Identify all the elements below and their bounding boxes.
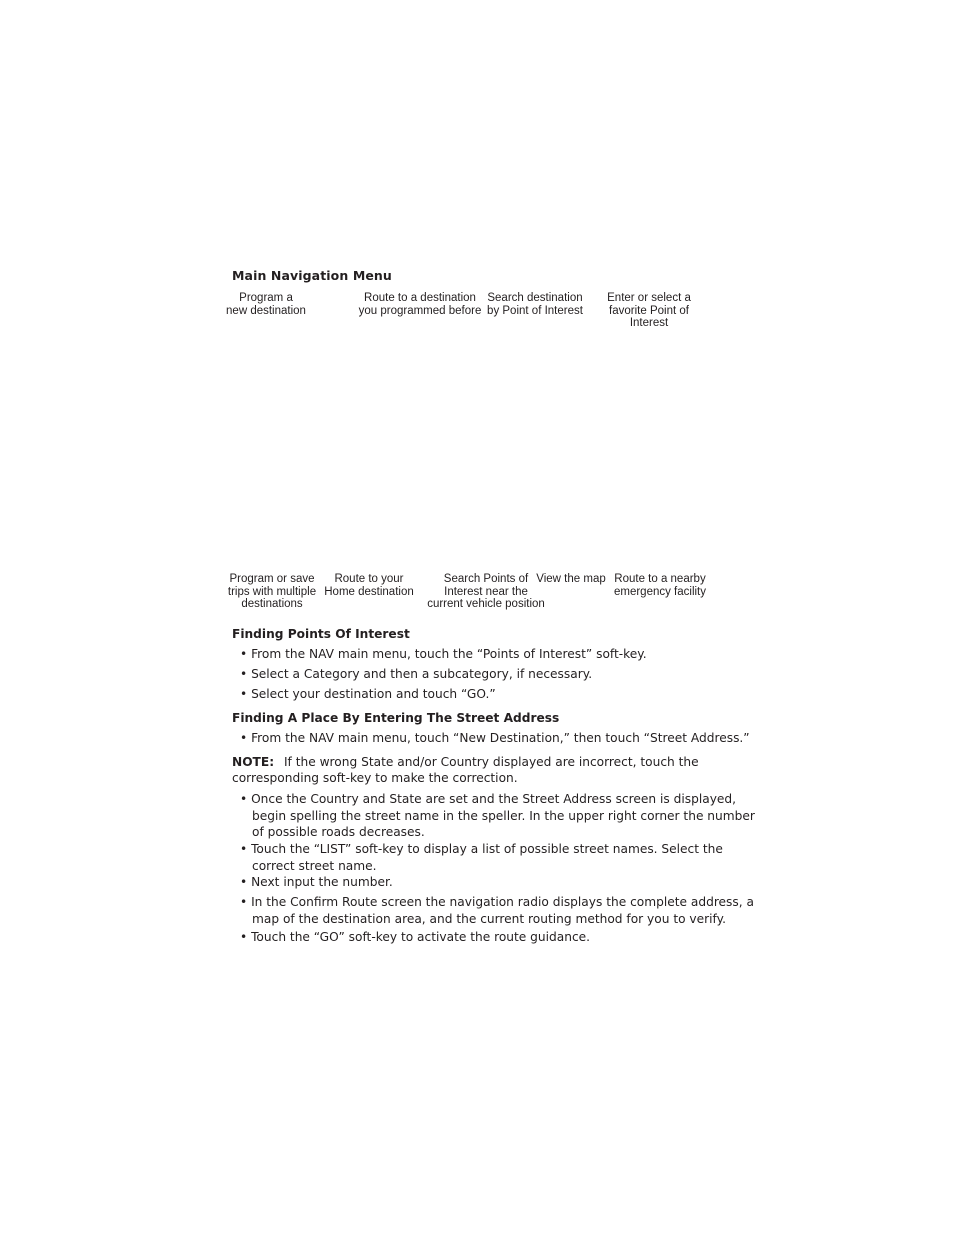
address-step-4-line-2: map of the destination area, and the current routing method for you to verify. (252, 911, 726, 926)
address-step-4-line-1: • In the Confirm Route screen the navigation radio displays the complete address, a (240, 895, 754, 909)
address-step-2-line-1: • Touch the “LIST” soft-key to display a list of possible street names. Select the (240, 842, 723, 856)
poi-bullet-2: • Select a Category and then a subcategory, if necessary. (240, 667, 593, 681)
address-step-1-line-3: of possible roads decreases. (252, 825, 425, 839)
address-step-3 (240, 874, 393, 891)
figure-title: Main Navigation Menu (232, 268, 392, 283)
callout-home-destination: Route to your Home destination (324, 573, 414, 598)
callout-multi-trip: Program or save trips with multiple destinations (227, 573, 317, 610)
address-step-5 (240, 929, 590, 946)
address-step-1-line-1: • Once the Country and State are set and the Street Address screen is displayed, (240, 792, 737, 806)
callout-nearby-poi: Search Points of Interest near the current vehicle position (427, 573, 545, 610)
poi-bullet-1: • From the NAV main menu, touch the “Points of Interest” soft-key. (240, 647, 647, 661)
address-step-2 (240, 841, 723, 874)
note-text: If the wrong State and/or Country displayed are incorrect, touch the (283, 755, 699, 769)
callout-favorite-poi: Enter or select a favorite Point of Interest (607, 292, 691, 329)
section-heading-poi: Finding Points Of Interest (232, 627, 410, 641)
callout-search-poi: Search destination by Point of Interest (487, 292, 583, 317)
note-label: NOTE: (232, 755, 275, 769)
address-step-1 (240, 791, 755, 841)
callout-view-map: View the map (536, 573, 606, 585)
address-step-1-line-2: begin spelling the street name in the speller. In the upper right corner the number (252, 808, 755, 823)
callout-previous-destination: Route to a destination you programmed before (358, 292, 482, 317)
poi-bullet-3: • Select your destination and touch “GO.” (240, 687, 496, 701)
address-step-3-line-1: • Next input the number. (240, 875, 393, 889)
address-step-4 (240, 894, 754, 927)
address-step-2-line-2: correct street name. (252, 858, 377, 873)
note-line-1 (232, 755, 699, 769)
address-step-5-line-1: • Touch the “GO” soft-key to activate the route guidance. (240, 930, 591, 944)
note-line-2: corresponding soft-key to make the correction. (232, 771, 518, 785)
section-heading-address: Finding A Place By Entering The Street Address (232, 711, 560, 725)
address-bullet-1: • From the NAV main menu, touch “New Destination,” then touch “Street Address.” (240, 731, 750, 745)
callout-emergency: Route to a nearby emergency facility (613, 573, 707, 598)
callout-program-destination: Program a new destination (226, 292, 306, 317)
